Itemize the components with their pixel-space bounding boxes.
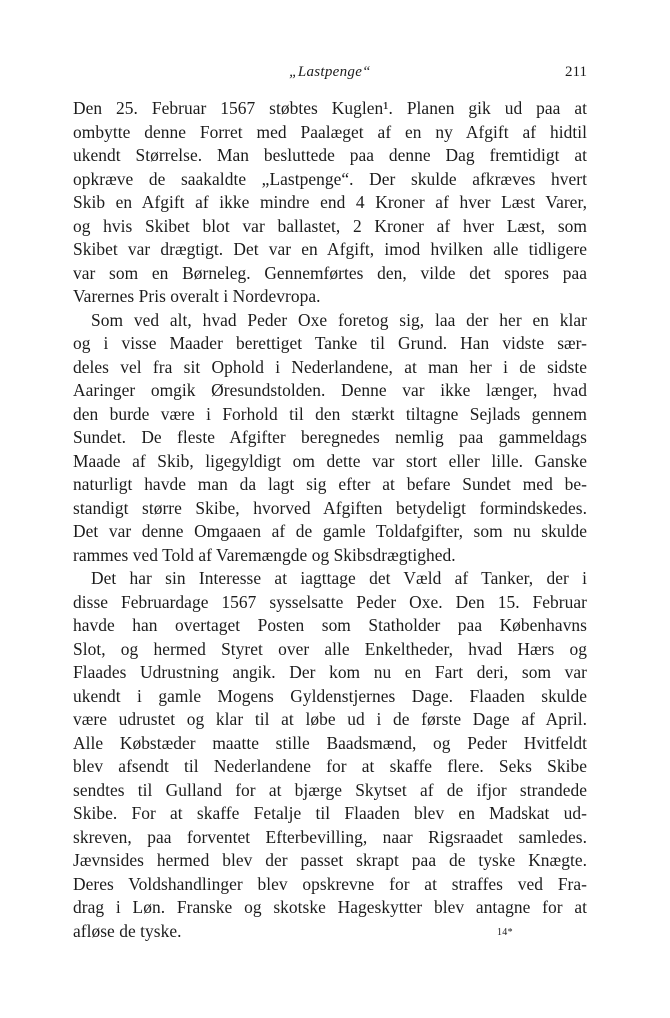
text-line: Den 25. Februar 1567 støbtes Kuglen¹. Planen gik ud paa at	[73, 98, 587, 118]
text-body	[73, 97, 587, 943]
paragraph	[73, 97, 587, 309]
text-line: Skibe. For at skaffe Fetalje til Flaaden blev en Madskat ud-	[73, 803, 587, 823]
text-line: Skibet var drægtigt. Det var en Afgift, imod hvilken alle tidligere	[73, 239, 587, 259]
text-line: havde han overtaget Posten som Statholder paa Københavns	[73, 615, 587, 635]
text-line: blev afsendt til Nederlandene for at skaffe flere. Seks Skibe	[73, 756, 587, 776]
text-line: skreven, paa forventet Efterbevilling, naar Rigsraadet samledes.	[73, 826, 587, 847]
text-line: Aaringer omgik Øresundstolden. Denne var ikke længer, hvad	[73, 380, 587, 400]
text-line: Det var denne Omgaaen af de gamle Toldafgifter, som nu skulde	[73, 521, 587, 541]
text-line: disse Februardage 1567 sysselsatte Peder Oxe. Den 15. Februar	[73, 591, 587, 612]
paragraph	[73, 309, 587, 568]
text-line: Varernes Pris overalt i Nordevropa.	[73, 286, 321, 306]
text-line: og hvis Skibet blot var ballastet, 2 Kroner af hver Læst, som	[73, 215, 587, 236]
text-line: Flaades Udrustning angik. Der kom nu en Fart deri, som var	[73, 662, 587, 682]
text-line: Jævnsides hermed blev der passet skrapt paa de tyske Knægte.	[73, 850, 587, 870]
text-line: afløse de tyske.	[73, 920, 182, 941]
text-line: Skib en Afgift af ikke mindre end 4 Kroner af hver Læst Varer,	[73, 192, 587, 212]
text-line: opkræve de saakaldte „Lastpenge“. Der skulde afkræves hvert	[73, 168, 587, 189]
text-line: Deres Voldshandlinger blev opskrevne for at straffes ved Fra-	[73, 873, 587, 894]
text-line: ombytte denne Forret med Paalæget af en ny Afgift af hidtil	[73, 121, 587, 142]
text-line: sendtes til Gulland for at bjærge Skytset af de ifjor strandede	[73, 779, 587, 800]
text-line: Alle Købstæder maatte stille Baadsmænd, og Peder Hvitfeldt	[73, 732, 587, 753]
text-line: Som ved alt, hvad Peder Oxe foretog sig, laa der her en klar	[91, 309, 587, 330]
text-line: ukendt Størrelse. Man besluttede paa denne Dag fremtidigt at	[73, 145, 587, 165]
running-head	[73, 62, 587, 86]
paragraph	[73, 567, 587, 943]
text-line: naturligt havde man da lagt sig efter at befare Sundet med be-	[73, 474, 587, 494]
signature-mark: 14*	[497, 927, 513, 938]
text-line: Slot, og hermed Styret over alle Enkeltheder, hvad Hærs og	[73, 638, 587, 659]
text-line: rammes ved Told af Varemængde og Skibsdrægtighed.	[73, 544, 456, 565]
page-number: 211	[565, 64, 587, 80]
text-line: deles vel fra sit Ophold i Nederlandene, at man her i de sidste	[73, 356, 587, 377]
text-line: var som en Børneleg. Gennemførtes den, vilde det spores paa	[73, 262, 587, 283]
text-line: ukendt i gamle Mogens Gyldenstjernes Dage. Flaaden skulde	[73, 685, 587, 706]
text-line: Maade af Skib, ligegyldigt om dette var stort eller lille. Ganske	[73, 450, 587, 471]
text-line: den burde være i Forhold til den stærkt tiltagne Sejlads gennem	[73, 403, 587, 424]
text-line: standigt større Skibe, hvorved Afgiften betydeligt formindskedes.	[73, 497, 587, 518]
text-line: være udrustet og klar til at løbe ud i de første Dage af April.	[73, 709, 587, 729]
text-line: drag i Løn. Franske og skotske Hageskytter blev antagne for at	[73, 897, 587, 917]
text-line: og i visse Maader berettiget Tanke til Grund. Han vidste sær-	[73, 333, 587, 353]
text-line: Sundet. De fleste Afgifter beregnedes nemlig paa gammeldags	[73, 427, 587, 447]
text-line: Det har sin Interesse at iagttage det Væld af Tanker, der i	[91, 568, 587, 588]
running-title: „Lastpenge“	[289, 64, 371, 80]
